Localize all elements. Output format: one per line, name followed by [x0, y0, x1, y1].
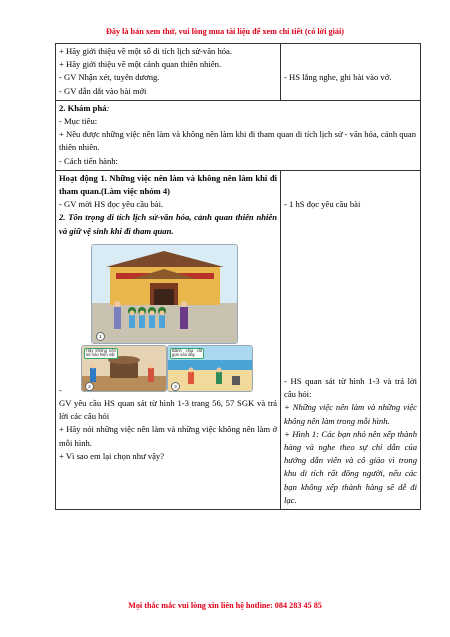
- gv-request: GV yêu cầu HS quan sát từ hình 1-3 trang 56, 57 SGK và trả lời các câu hỏi: [59, 398, 277, 422]
- gv-invite: - GV mời HS đọc yêu cầu bài.: [59, 199, 164, 210]
- dash-mark: -: [59, 384, 62, 395]
- student-cell: [281, 170, 421, 509]
- question-2: + Vì sao em lại chọn như vậy?: [59, 450, 165, 461]
- heritage-gate-picture: [91, 244, 238, 344]
- student-answer-2: + Hình 1: Các bạn nhỏ nên xếp thành hàng và nghe theo sự chỉ dẫn của hướng dẫn viên và cô giáo vì trong khu di tích rất đông người, nếu các bạn không xếp thành hàng sẽ dễ đi lạc.: [284, 428, 417, 505]
- student-observe: - HS quan sát từ hình 1-3 và trả lời câu hỏi:: [284, 376, 417, 400]
- intro-line-1: + Hãy giới thiệu về một số di tích lịch sử-văn hóa.: [59, 46, 233, 56]
- figure-number-2: 2: [85, 382, 94, 391]
- caption-hint-3: Bãnh chia rất gọn vào đây: [172, 347, 202, 358]
- explore-section: [56, 100, 421, 170]
- figure-number-3: 3: [171, 382, 180, 391]
- preview-banner: Đây là bản xem thử, vui lòng mua tài liệu để xem chi tiết (có lời giải): [105, 27, 344, 36]
- student-read: - 1 hS đọc yêu cầu bài: [284, 198, 361, 209]
- table-row: [56, 100, 421, 170]
- table-row: [56, 44, 421, 101]
- caption-hint-2: Hãy không nên sờ vào hiện vật: [86, 347, 116, 358]
- hotline-banner: Mọi thắc mắc vui lòng xin liên hệ hotline: 084 283 45 85: [128, 601, 322, 610]
- figure-number-1: 1: [96, 332, 105, 341]
- teacher-cell: [56, 170, 281, 509]
- intro-line-3: - GV Nhận xét, tuyên dương.: [59, 72, 160, 83]
- task-title: 2. Tôn trọng di tích lịch sử-văn hóa, cảnh quan thiên nhiên và giữ vệ sinh khi đi tham quan.: [59, 212, 277, 236]
- table-row: [56, 170, 421, 509]
- question-1: + Hãy nói những việc nên làm và những việc không nên làm ở mỗi hình.: [59, 424, 277, 448]
- explore-heading: 2. Khám phá:: [59, 102, 110, 113]
- textbook-illustration: [59, 244, 277, 389]
- method-label: - Cách tiến hành:: [59, 155, 118, 166]
- teacher-cell: [56, 44, 281, 101]
- intro-line-2: + Hãy giới thiệu về một cảnh quan thiên nhiên.: [59, 59, 222, 70]
- lesson-table: [55, 43, 421, 510]
- objective-label: - Mục tiêu:: [59, 116, 98, 127]
- student-cell: [281, 44, 421, 101]
- objective-text: + Nêu được những việc nên làm và không nên làm khi đi tham quan di tích lịch sử - văn hóa, cảnh quan thiên nhiên.: [59, 129, 417, 153]
- beach-cleanup-picture: [167, 345, 253, 392]
- activity-title: Hoạt động 1. Những việc nên làm và không nên làm khi đi tham quan.(Làm việc nhóm 4): [59, 172, 277, 197]
- museum-artifact-picture: [81, 345, 167, 392]
- student-answer-1: + Những việc nên làm và những việc không nên làm trong mỗi hình.: [284, 402, 417, 426]
- intro-line-4: - GV dẫn dắt vào bài mới: [59, 85, 147, 96]
- student-listen: - HS lắng nghe, ghi bài vào vở.: [284, 72, 392, 82]
